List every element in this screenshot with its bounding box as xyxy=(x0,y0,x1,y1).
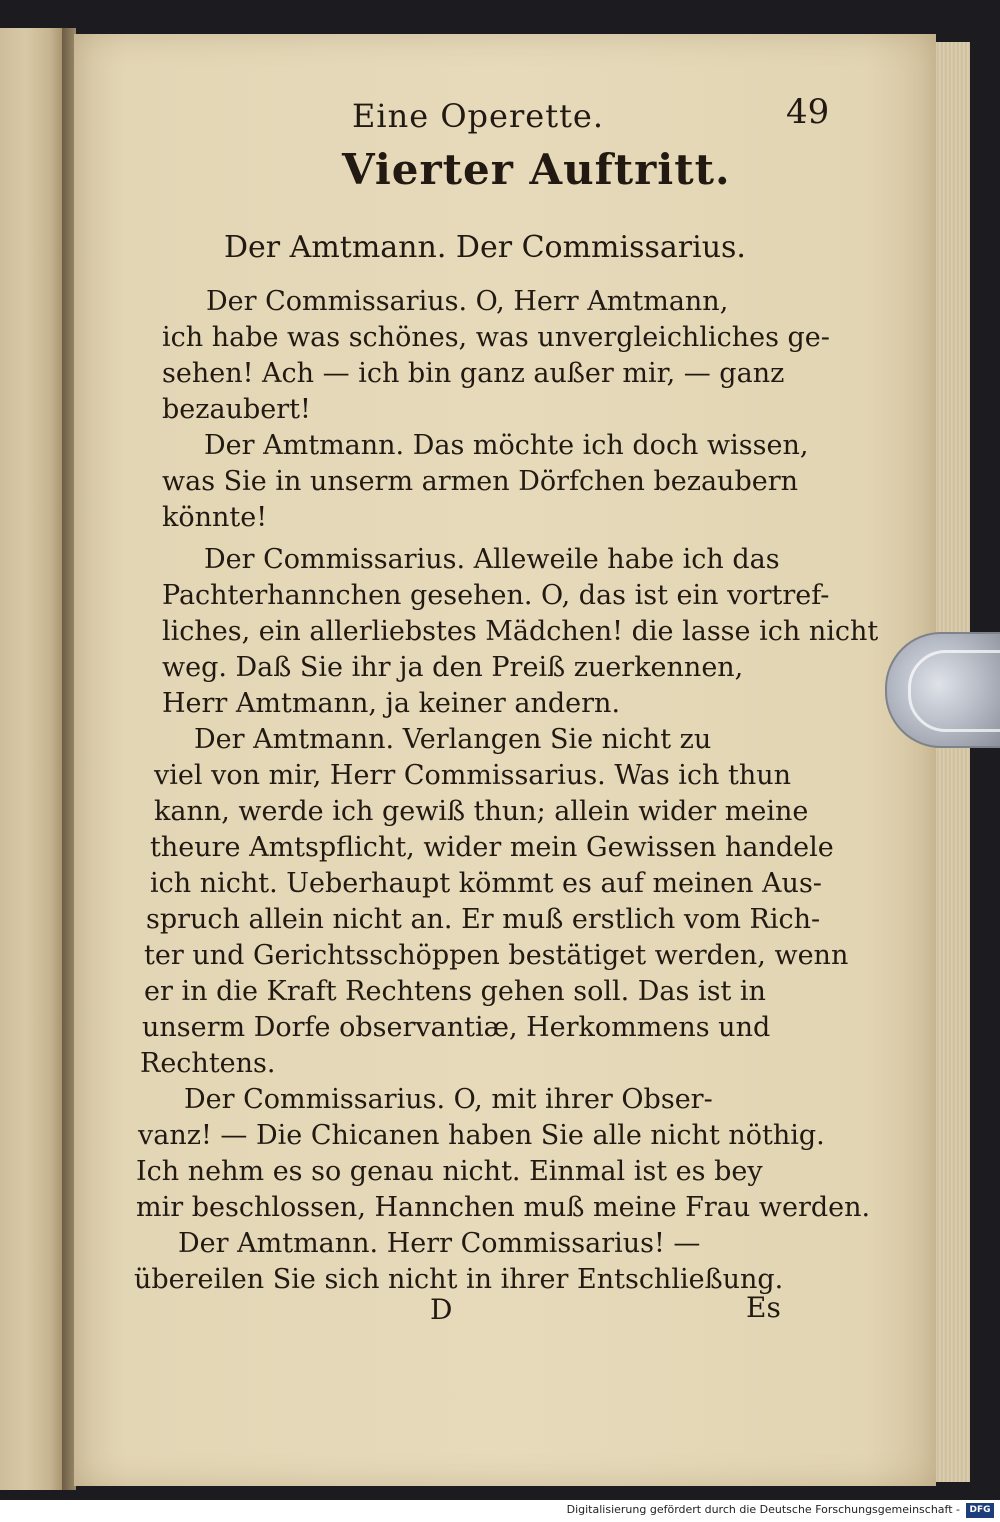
left-page-edge xyxy=(0,28,62,1490)
text-line: ich nicht. Ueberhaupt kömmt es auf meinen Aus- xyxy=(150,868,822,899)
text-line: Der Amtmann. Verlangen Sie nicht zu xyxy=(194,724,712,755)
text-line: Der Commissarius. O, Herr Amtmann, xyxy=(206,286,729,317)
text-line: unserm Dorfe observantiæ, Herkommens und xyxy=(142,1012,771,1043)
text-line: sehen! Ach — ich bin ganz außer mir, — ganz xyxy=(162,358,785,389)
text-line: liches, ein allerliebstes Mädchen! die lasse ich nicht xyxy=(162,616,879,647)
text-line: Rechtens. xyxy=(140,1048,276,1079)
text-line: Der Commissarius. O, mit ihrer Obser- xyxy=(184,1084,713,1115)
text-line: mir beschlossen, Hannchen muß meine Frau werden. xyxy=(136,1192,871,1223)
text-line: bezaubert! xyxy=(162,394,311,425)
text-line: weg. Daß Sie ihr ja den Preiß zuerkennen, xyxy=(162,652,744,683)
page-number: 49 xyxy=(786,92,830,132)
text-line: spruch allein nicht an. Er muß erstlich vom Rich- xyxy=(146,904,821,935)
text-line: Der Amtmann. Herr Commissarius! — xyxy=(178,1228,701,1259)
dfg-logo: DFG xyxy=(966,1503,994,1518)
text-line: er in die Kraft Rechtens gehen soll. Das ist in xyxy=(144,976,766,1007)
text-line: viel von mir, Herr Commissarius. Was ich thun xyxy=(154,760,792,791)
act-title: Vierter Auftritt. xyxy=(342,145,731,194)
signature-mark: D xyxy=(430,1293,453,1326)
text-line: übereilen Sie sich nicht in ihrer Entschließung. xyxy=(134,1264,784,1295)
text-line: Der Amtmann. Das möchte ich doch wissen, xyxy=(204,430,809,461)
page-edges xyxy=(936,42,970,1482)
running-head: Eine Operette. xyxy=(352,97,605,135)
book-page xyxy=(74,34,936,1486)
credit-bar xyxy=(0,1500,1000,1522)
credit-text: Digitalisierung gefördert durch die Deutsche Forschungsgemeinschaft - xyxy=(566,1503,960,1516)
text-line: was Sie in unserm armen Dörfchen bezaubern xyxy=(162,466,799,497)
text-line: ter und Gerichtsschöppen bestätiget werden, wenn xyxy=(144,940,849,971)
catchword: Es xyxy=(746,1291,781,1324)
text-line: vanz! — Die Chicanen haben Sie alle nicht nöthig. xyxy=(138,1120,825,1151)
page-clip-highlight xyxy=(908,650,1000,732)
text-line: könnte! xyxy=(162,502,268,533)
text-line: theure Amtspflicht, wider mein Gewissen handele xyxy=(150,832,834,863)
text-line: Ich nehm es so genau nicht. Einmal ist es bey xyxy=(136,1156,763,1187)
text-line: Der Commissarius. Alleweile habe ich das xyxy=(204,544,780,575)
cast-list: Der Amtmann. Der Commissarius. xyxy=(224,230,746,265)
text-line: kann, werde ich gewiß thun; allein wider meine xyxy=(154,796,809,827)
text-line: Herr Amtmann, ja keiner andern. xyxy=(162,688,621,719)
text-line: ich habe was schönes, was unvergleichliches ge- xyxy=(162,322,830,353)
text-line: Pachterhannchen gesehen. O, das ist ein vortref- xyxy=(162,580,830,611)
